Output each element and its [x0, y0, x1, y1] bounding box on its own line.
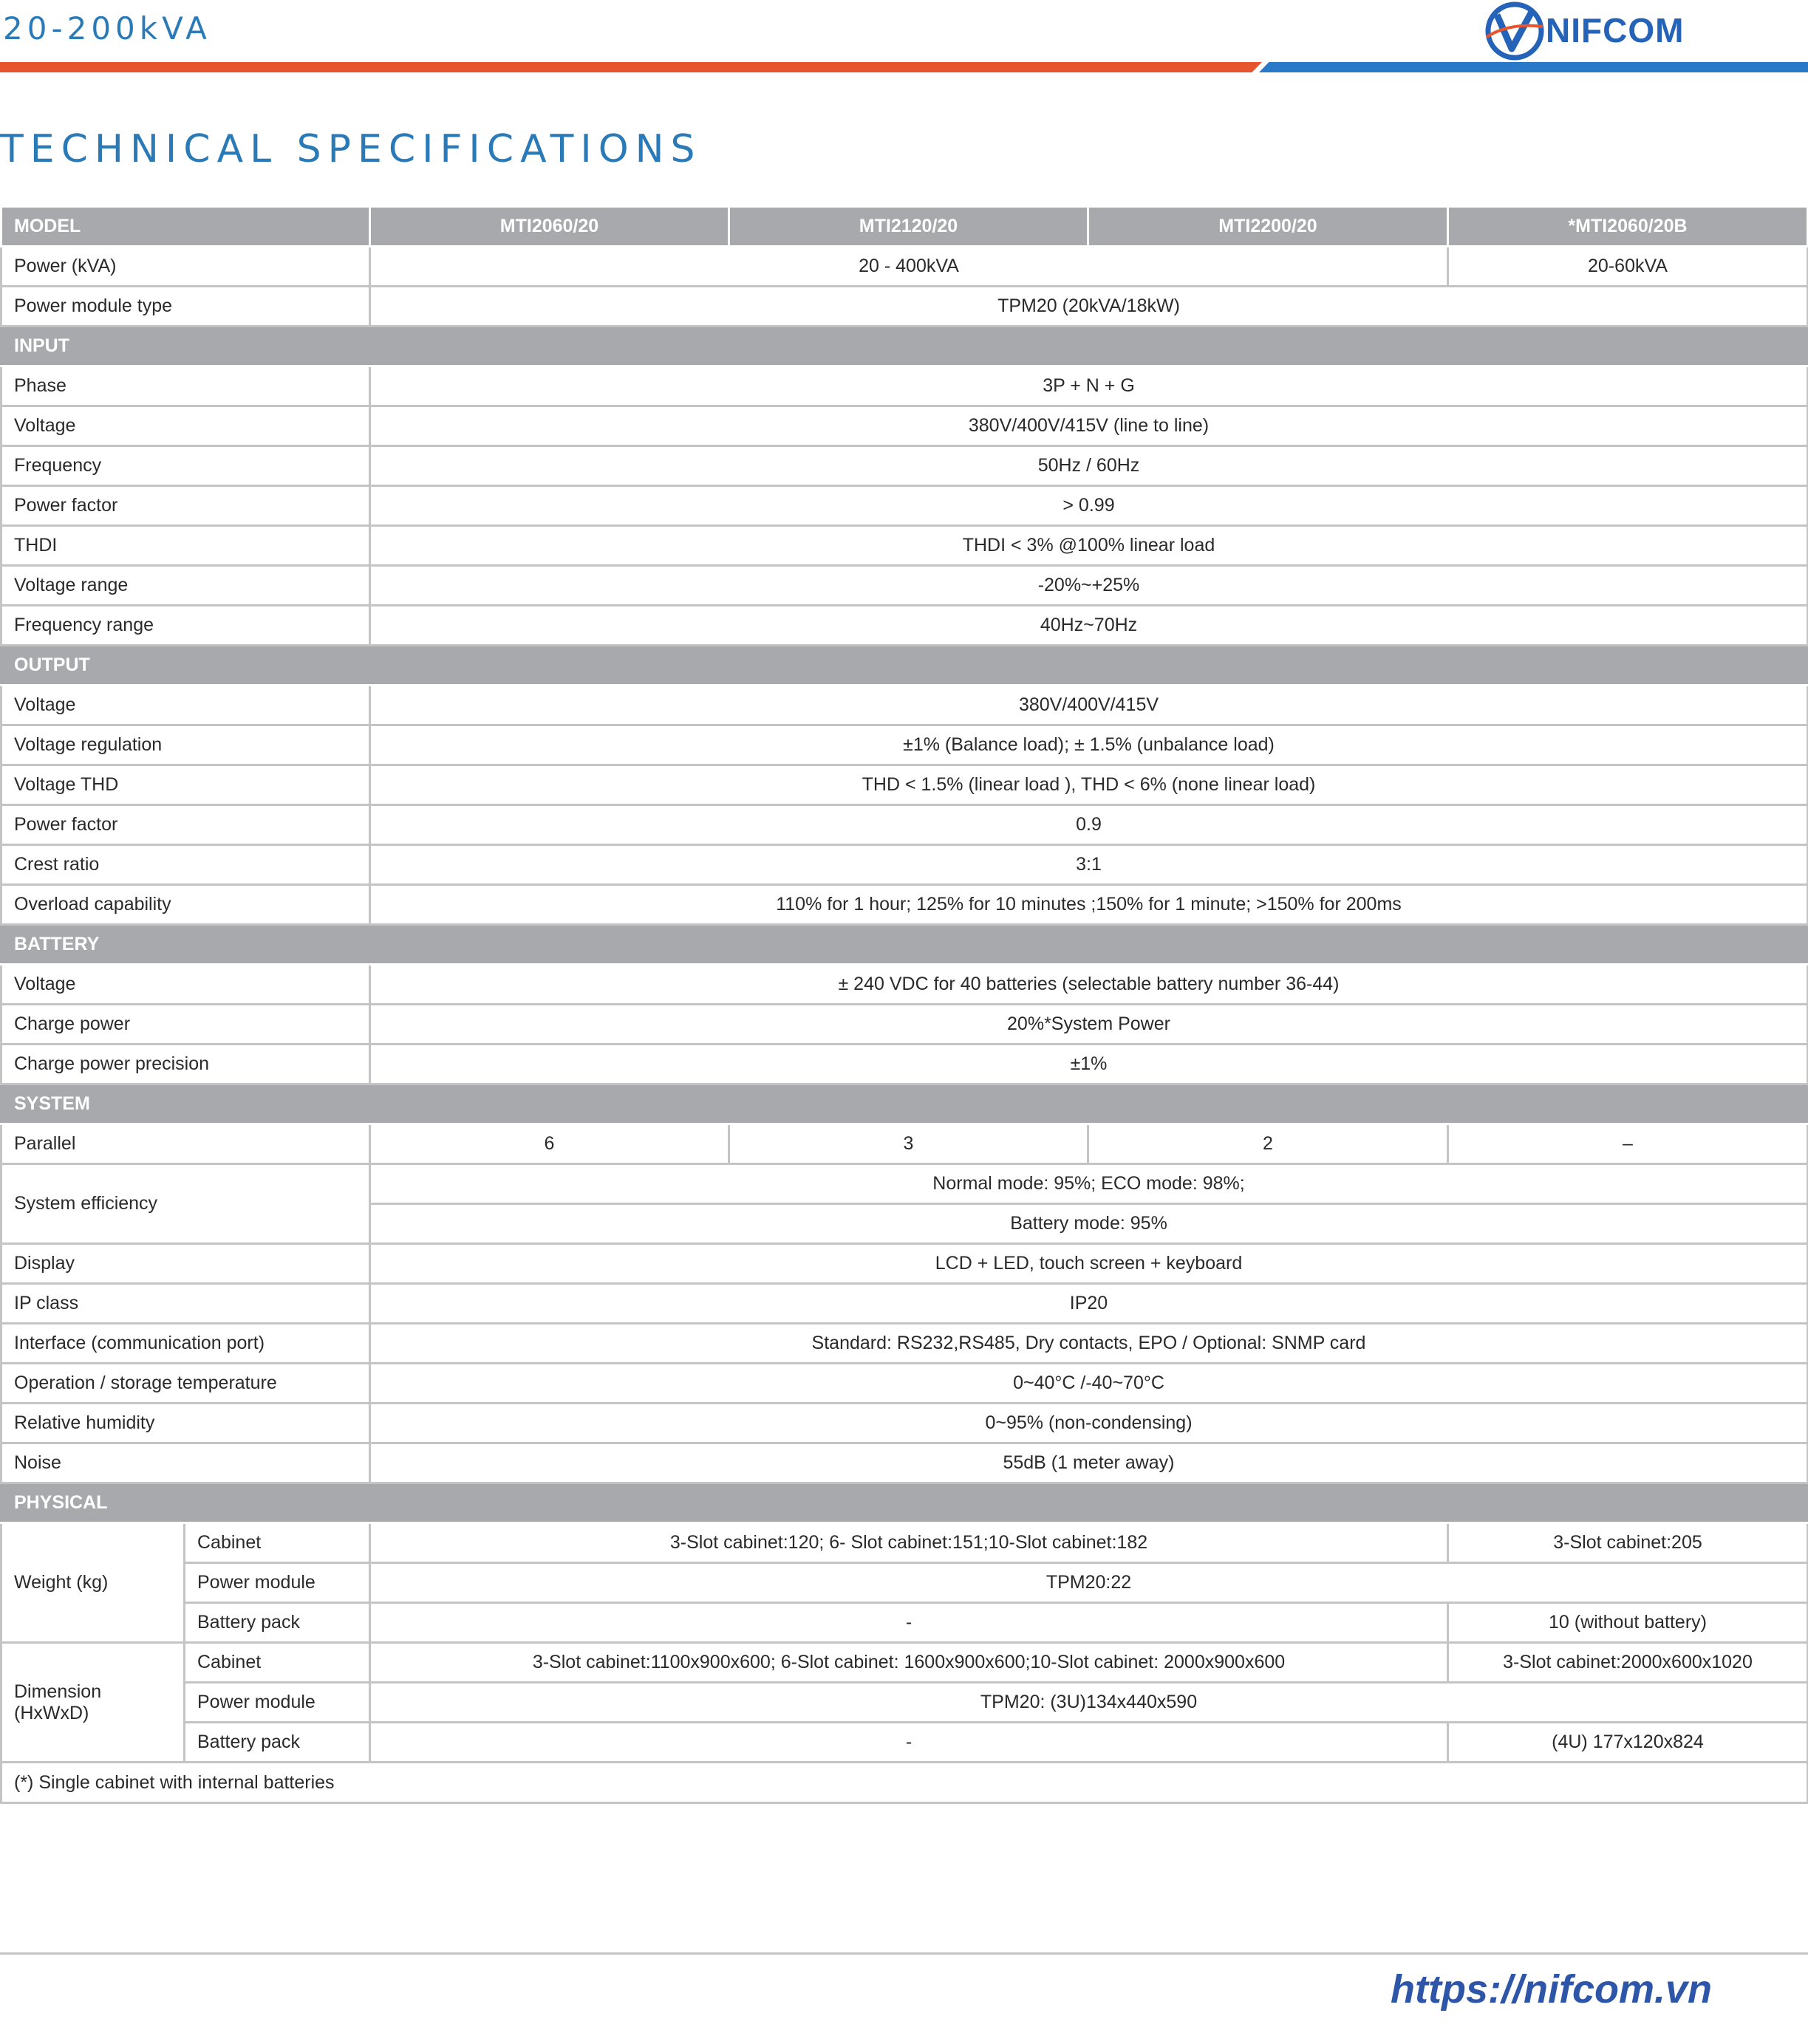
row-label: Parallel [1, 1124, 370, 1164]
footer-divider [0, 1952, 1808, 1955]
row-value-b: 20-60kVA [1448, 247, 1808, 287]
table-row [1, 486, 1808, 526]
row-value: 3:1 [370, 845, 1808, 885]
table-row [1, 566, 1808, 606]
row-value: 3-Slot cabinet:120; 6- Slot cabinet:151;10-Slot cabinet:182 [370, 1523, 1448, 1563]
row-value: 380V/400V/415V (line to line) [370, 406, 1808, 446]
row-label: IP class [1, 1284, 370, 1324]
section-title: BATTERY [1, 925, 1808, 965]
row-label: Display [1, 1244, 370, 1284]
table-row [1, 1164, 1808, 1204]
row-value: IP20 [370, 1284, 1808, 1324]
dimension-label-line2: (HxWxD) [14, 1702, 89, 1723]
row-value: > 0.99 [370, 486, 1808, 526]
table-row [1, 1284, 1808, 1324]
row-value: 55dB (1 meter away) [370, 1443, 1808, 1483]
parallel-value-1: 6 [370, 1124, 729, 1164]
row-value: 110% for 1 hour; 125% for 10 minutes ;150% for 1 minute; >150% for 200ms [370, 885, 1808, 925]
row-label: Overload capability [1, 885, 370, 925]
model-4: *MTI2060/20B [1448, 207, 1808, 247]
row-label: Charge power precision [1, 1045, 370, 1084]
model-label: MODEL [1, 207, 370, 247]
row-value: Battery mode: 95% [370, 1204, 1808, 1244]
sub-label: Battery pack [185, 1603, 370, 1643]
parallel-value-3: 2 [1088, 1124, 1448, 1164]
row-value: - [370, 1723, 1448, 1763]
row-value: 3P + N + G [370, 366, 1808, 406]
row-value: Standard: RS232,RS485, Dry contacts, EPO / Optional: SNMP card [370, 1324, 1808, 1364]
section-title: INPUT [1, 327, 1808, 366]
row-label: Operation / storage temperature [1, 1364, 370, 1404]
row-value: LCD + LED, touch screen + keyboard [370, 1244, 1808, 1284]
row-label: System efficiency [1, 1164, 370, 1244]
table-row [1, 1005, 1808, 1045]
row-value: TPM20 (20kVA/18kW) [370, 287, 1808, 327]
table-row [1, 1523, 1808, 1563]
row-value: -20%~+25% [370, 566, 1808, 606]
table-row [1, 606, 1808, 646]
row-label: Power factor [1, 486, 370, 526]
table-row [1, 406, 1808, 446]
row-value: THDI < 3% @100% linear load [370, 526, 1808, 566]
dimension-label [1, 1643, 185, 1763]
table-row [1, 446, 1808, 486]
table-row [1, 1404, 1808, 1443]
table-header-row [1, 207, 1808, 247]
row-value: 0.9 [370, 805, 1808, 845]
brand-name: NIFCOM [1546, 11, 1685, 49]
row-value: TPM20: (3U)134x440x590 [370, 1683, 1808, 1723]
row-value-b: (4U) 177x120x824 [1448, 1723, 1808, 1763]
row-label: Voltage [1, 965, 370, 1005]
section-header-system [1, 1084, 1808, 1124]
sub-label: Power module [185, 1683, 370, 1723]
table-row [1, 1364, 1808, 1404]
row-label: Power (kVA) [1, 247, 370, 287]
row-label: Frequency range [1, 606, 370, 646]
footnote-row [1, 1763, 1808, 1803]
table-row [1, 885, 1808, 925]
sub-label: Power module [185, 1563, 370, 1603]
row-value: ±1% [370, 1045, 1808, 1084]
row-value: THD < 1.5% (linear load ), THD < 6% (none linear load) [370, 765, 1808, 805]
page-title: TECHNICAL SPECIFICATIONS [0, 127, 702, 171]
parallel-value-2: 3 [729, 1124, 1088, 1164]
row-value-b: 3-Slot cabinet:205 [1448, 1523, 1808, 1563]
row-label: Crest ratio [1, 845, 370, 885]
website-link[interactable]: https://nifcom.vn [1391, 1967, 1712, 2011]
footnote: (*) Single cabinet with internal batteries [1, 1763, 1808, 1803]
row-value: Normal mode: 95%; ECO mode: 98%; [370, 1164, 1808, 1204]
sub-label: Cabinet [185, 1523, 370, 1563]
table-row [1, 247, 1808, 287]
table-row [1, 1443, 1808, 1483]
spec-table [0, 205, 1808, 1804]
table-row [1, 1723, 1808, 1763]
dimension-label-line1: Dimension [14, 1681, 102, 1702]
row-label: Voltage regulation [1, 725, 370, 765]
section-header-battery [1, 925, 1808, 965]
row-label: Voltage [1, 406, 370, 446]
table-row [1, 1643, 1808, 1683]
row-value-b: 3-Slot cabinet:2000x600x1020 [1448, 1643, 1808, 1683]
section-header-physical [1, 1483, 1808, 1523]
table-row [1, 287, 1808, 327]
row-value: ±1% (Balance load); ± 1.5% (unbalance load) [370, 725, 1808, 765]
row-label: Interface (communication port) [1, 1324, 370, 1364]
weight-label: Weight (kg) [1, 1523, 185, 1643]
model-1: MTI2060/20 [370, 207, 729, 247]
table-row [1, 366, 1808, 406]
table-row [1, 1045, 1808, 1084]
row-value: - [370, 1603, 1448, 1643]
row-value: 50Hz / 60Hz [370, 446, 1808, 486]
row-label: Frequency [1, 446, 370, 486]
section-header-input [1, 327, 1808, 366]
row-label: Power factor [1, 805, 370, 845]
row-value: ± 240 VDC for 40 batteries (selectable battery number 36-44) [370, 965, 1808, 1005]
sub-label: Battery pack [185, 1723, 370, 1763]
table-row [1, 1244, 1808, 1284]
table-row [1, 526, 1808, 566]
table-row [1, 1563, 1808, 1603]
table-row [1, 1683, 1808, 1723]
model-2: MTI2120/20 [729, 207, 1088, 247]
table-row [1, 686, 1808, 725]
row-value: 20 - 400kVA [370, 247, 1448, 287]
row-label: THDI [1, 526, 370, 566]
table-row [1, 1124, 1808, 1164]
table-row [1, 1324, 1808, 1364]
row-value-b: 10 (without battery) [1448, 1603, 1808, 1643]
row-value: 380V/400V/415V [370, 686, 1808, 725]
sub-label: Cabinet [185, 1643, 370, 1683]
row-label: Charge power [1, 1005, 370, 1045]
row-value: 0~95% (non-condensing) [370, 1404, 1808, 1443]
header-bar-orange [0, 62, 1262, 72]
row-value: 3-Slot cabinet:1100x900x600; 6-Slot cabinet: 1600x900x600;10-Slot cabinet: 2000x900x600 [370, 1643, 1448, 1683]
table-row [1, 805, 1808, 845]
table-row [1, 765, 1808, 805]
section-header-output [1, 646, 1808, 686]
table-row [1, 845, 1808, 885]
section-title: OUTPUT [1, 646, 1808, 686]
table-row [1, 725, 1808, 765]
row-value: 40Hz~70Hz [370, 606, 1808, 646]
model-3: MTI2200/20 [1088, 207, 1448, 247]
header-bar-blue [1259, 62, 1808, 72]
row-label: Voltage range [1, 566, 370, 606]
section-title: SYSTEM [1, 1084, 1808, 1124]
range-title: 20-200kVA [3, 10, 211, 47]
row-label: Relative humidity [1, 1404, 370, 1443]
table-row [1, 965, 1808, 1005]
row-label: Phase [1, 366, 370, 406]
row-label: Noise [1, 1443, 370, 1483]
row-value: TPM20:22 [370, 1563, 1808, 1603]
row-label: Voltage THD [1, 765, 370, 805]
table-row [1, 1603, 1808, 1643]
row-value: 0~40°C /-40~70°C [370, 1364, 1808, 1404]
row-value: 20%*System Power [370, 1005, 1808, 1045]
section-title: PHYSICAL [1, 1483, 1808, 1523]
row-label: Power module type [1, 287, 370, 327]
parallel-value-4: – [1448, 1124, 1808, 1164]
row-label: Voltage [1, 686, 370, 725]
